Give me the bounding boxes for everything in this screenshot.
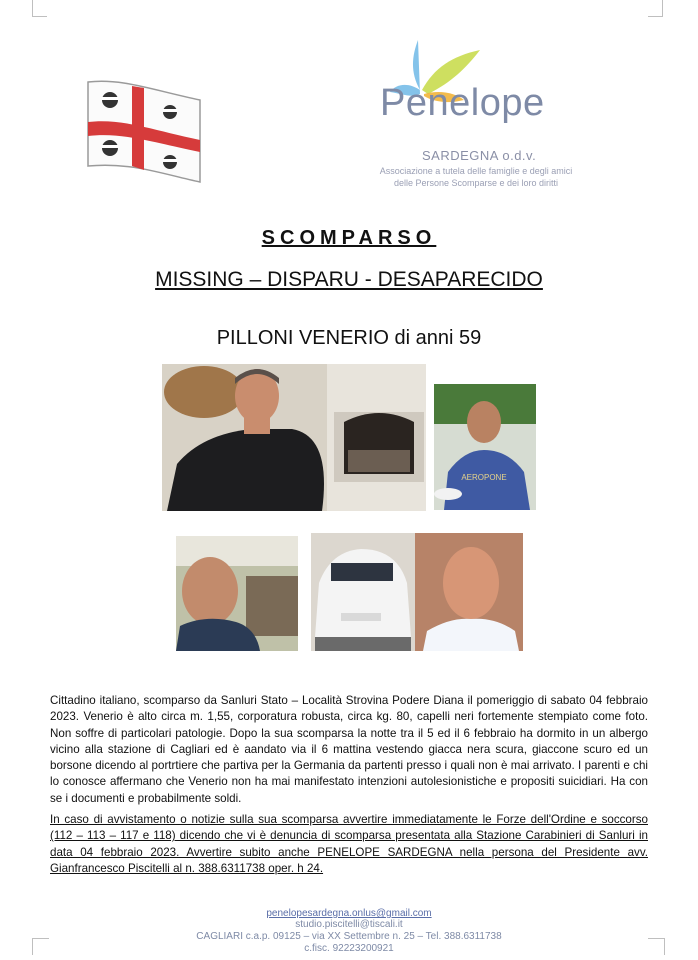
photo-man-closeup [176, 536, 298, 651]
photo-man-blue-shirt [434, 384, 536, 510]
corner-mark-top-right [648, 0, 663, 17]
logo-description: Associazione a tutela delle famiglie e degli amici delle Persone Scomparse e dei loro diritti [379, 166, 573, 188]
photo-man-by-oven [162, 364, 426, 511]
sardinia-flag-icon [82, 78, 206, 186]
logo-name: Penelope [380, 82, 545, 124]
footer-email-secondary: studio.piscitelli@tiscali.it [295, 919, 403, 930]
svg-text:AEROPONE: AEROPONE [461, 473, 507, 482]
photo-white-car-and-portrait [311, 533, 523, 651]
languages-title: MISSING – DISPARU - DESAPARECIDO [155, 268, 543, 291]
footer-email-link[interactable]: penelopesardegna.onlus@gmail.com [266, 908, 432, 919]
corner-mark-top-left [32, 0, 47, 17]
person-name-heading: PILLONI VENERIO di anni 59 [216, 327, 482, 349]
logo-region: SARDEGNA o.d.v. [422, 148, 537, 163]
contact-instructions-paragraph: In caso di avvistamento o notizie sulla sua scomparsa avvertire immediatamente le Forze dell'Ordine e soccorso (112 – 113 – 117 e 118) dicendo che vi è denuncia di scomparsa presentata alla Stazione Carabinieri di Sanluri in data 04 febbraio 2023. Avvertire subito anche PENELOPE SARDEGNA nella persona del Presidente avv. Gianfrancesco Piscitelli al n. 388.6311738 oper. h 24. [50, 813, 648, 875]
main-title: SCOMPARSO [261, 227, 437, 249]
footer-address: CAGLIARI c.a.p. 09125 – via XX Settembre n. 25 – Tel. 388.6311738 [196, 931, 502, 942]
description-paragraph: Cittadino italiano, scomparso da Sanluri Stato – Località Strovina Podere Diana il pomeriggio di sabato 04 febbraio 2023. Venerio è alto circa m. 1,55, corporatura robusta, circa kg. 80, capelli neri fortemente stempiato come foto. Non soffre di particolari patologie. Dopo la sua scomparsa la notte tra il 5 ed il 6 febbraio ha dormito in un albergo vicino alla stazione di Cagliari ed è aandato via il 6 mattina vestendo giacca nera scura, giaccone scuro ed un borsone dicendo al portrtiere che partiva per la Germania da partenti presso i quali non è mai arrivato. I parenti e chi lo conosce affermano che Venerio non ha mai manifestato intenzioni autolesionistiche e propositi suicidiari. Ha con se i documenti e probabilmente soldi. [50, 694, 648, 805]
footer-fiscal-code: c.fisc. 92223200921 [304, 943, 394, 954]
